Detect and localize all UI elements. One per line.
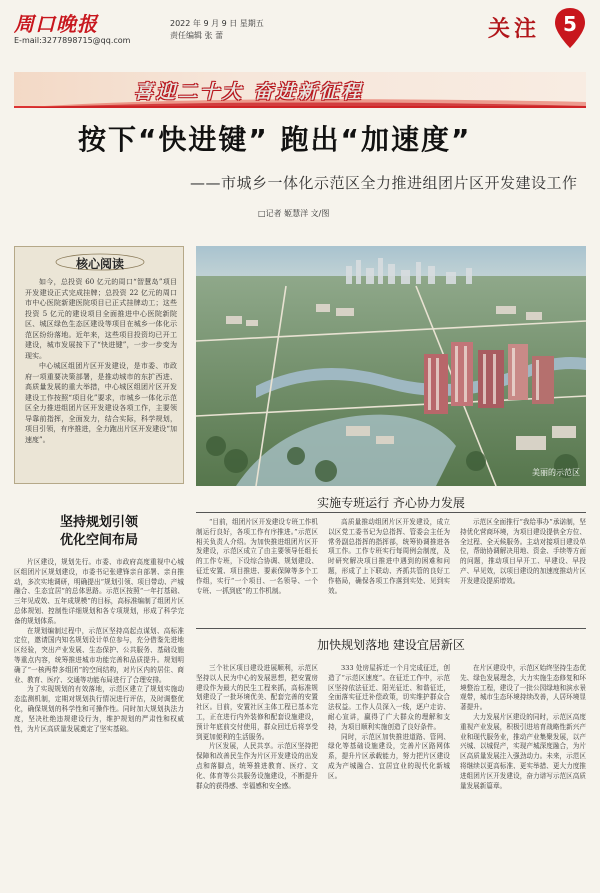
section-heading-1: 实施专班运行 齐心协力发展 xyxy=(317,496,465,510)
section1-column-1 xyxy=(196,518,318,622)
left-title-line-1: 坚持规划引领 xyxy=(59,515,138,530)
body-paragraph: 333 处房屋拆迁一个月完成征迁，创造了“示范区速度”。在征迁工作中，示范区坚持依法征迁、阳光征迁、和谐征迁，全面落实征迁补偿政策，切实维护群众合法权益。工作人员深入一线，逐户走访、耐心宣讲，赢得了广大群众的理解和支持，为项目顺利实施创造了良好条件。 xyxy=(328,664,450,731)
body-paragraph: 示范区全面推行“我给事办”承诺制，坚持优化营商环境，为项目建设提供全方位、全过程、全天候服务。主动对接项目建设单位，帮助协调解决用地、资金、手续等方面的问题，推动项目早开工、早建设、早投产、早见效，以项目建设的加速度推动片区开发建设提质增效。 xyxy=(460,518,586,585)
section1-column-2 xyxy=(328,518,450,622)
aerial-city-photo xyxy=(196,246,586,486)
core-paragraph: 中心城区组团片区开发建设，是市委、市政府一项重要决策部署，是推动城市的东扩西进、高质量发展的重大举措，中心城区组团片区开发建设工作按照“项目化”要求，市城乡一体化示范区全力推进组团片区开发建设各项工作，主要领导靠前指挥，全面发力，结合实际，科学规划，项目引领，有序推进，全力跑出片区开发建设“加速度”。 xyxy=(25,362,177,444)
article-byline: □记者 姬慧洋 文/图 xyxy=(258,209,330,218)
body-paragraph: 在规划编制过程中，示范区坚持高起点谋划、高标准定位，邀请国内知名规划设计单位参与，充分借鉴先进地区经验，突出产业发展、生态保护、公共服务、基础设施等重点内容，统筹推进城市功能完善和品质提升。规划明确了“一核两带多组团”的空间结构，对片区内的居住、商业、教育、医疗、交通等功能布局进行了合理安排。 xyxy=(14,626,184,684)
paper-email: E-mail:3277898715@qq.com xyxy=(14,36,131,45)
section2-column-3 xyxy=(460,664,586,884)
article-headline: 按下“快进键” 跑出“加速度” xyxy=(78,123,472,156)
section-divider xyxy=(196,628,586,629)
left-section-title xyxy=(14,514,184,550)
core-paragraph: 如今，总投资 60 亿元的周口“智慧岛”项目开发建设正式完成挂牌；总投资 22 亿元的周口市中心医院新建医院项目已正式挂牌动工；这些投资 5 亿元的建设项目全面推进中心医院新院区、城区绿色生态区建设等项目在城乡一体化示范区纷纷落地。近年来，这些项目投资均已开工建设，城市发展按下了“快进键”，一步一步变为现实。 xyxy=(25,278,177,360)
core-reading-text xyxy=(25,277,177,445)
body-paragraph: 同时，示范区加快推进道路、管网、绿化等基础设施建设，完善片区路网体系，提升片区承载能力，努力把片区建设成为产城融合、宜居宜业的现代化新城区。 xyxy=(328,732,450,780)
article-subheadline: ——市城乡一体化示范区全力推进组团片区开发建设工作 xyxy=(190,174,578,192)
left-title-line-2: 优化空间布局 xyxy=(59,533,138,548)
body-paragraph: 为了实现规划的有效落地，示范区建立了规划实施动态监测机制，定期对规划执行情况进行评估，及时调整优化，确保规划的科学性和可操作性。同时加大规划执法力度，坚决杜绝违规建设行为，维护规划的严肃性和权威性，为片区高质量发展奠定了坚实基础。 xyxy=(14,685,184,733)
section-name: 关注 xyxy=(487,16,540,42)
core-reading-title: 核心阅读 xyxy=(75,257,124,271)
body-paragraph: 片区建设，规划先行。市委、市政府高度重视中心城区组团片区规划建设，市委书记张建锋亲自部署、亲自推动，多次实地调研，明确提出“规划引领、项目带动、产城融合、生态宜居”的总体思路。示范区按照“一年打基础、三年见成效、五年成规模”的目标，高标准编制了组团片区总体规划、控制性详细规划和各专项规划，形成了科学完备的规划体系。 xyxy=(14,558,184,625)
body-paragraph: 三个社区项目建设进展顺利，示范区坚持以人民为中心的发展思想，把安置房建设作为最大的民生工程来抓，高标准规划建设了一批环境优美、配套完善的安置社区。目前，安置社区主体工程已基本完工，正在进行内外装修和配套设施建设，预计年底前交付使用，群众回迁后将享受到更加便利的生活服务。 xyxy=(196,664,318,741)
body-paragraph: 片区发展，人民共享。示范区坚持把保障和改善民生作为片区开发建设的出发点和落脚点，统筹推进教育、医疗、文化、体育等公共服务设施建设，不断提升群众的获得感、幸福感和安全感。 xyxy=(196,742,318,790)
body-paragraph: 大力发展片区建设的同时，示范区高度重视产业发展，积极引进培育战略性新兴产业和现代服务业，推动产业集聚发展，以产兴城、以城促产，实现产城深度融合，为片区高质量发展注入强劲动力。未来，示范区将继续以更高标准、更实举措、更大力度推进组团片区开发建设，奋力谱写示范区高质量发展新篇章。 xyxy=(460,712,586,790)
section2-column-1 xyxy=(196,664,318,884)
photo-caption: 美丽的示范区 xyxy=(532,468,580,477)
masthead xyxy=(14,8,586,64)
body-paragraph: 在片区建设中，示范区始终坚持生态优先、绿色发展理念，大力实施生态修复和环境整治工程，建设了一批公园绿地和滨水景观带，城市生态环境持续改善，人居环境显著提升。 xyxy=(460,664,586,712)
theme-banner xyxy=(14,72,586,108)
paper-name: 周口晚报 xyxy=(14,12,98,36)
core-reading-box xyxy=(14,246,184,484)
section-divider xyxy=(196,512,586,513)
page-number: 5 xyxy=(563,12,577,36)
section1-column-3 xyxy=(460,518,586,622)
issue-date: 2022 年 9 月 9 日 星期五 xyxy=(170,19,264,28)
body-paragraph: “目前，组团片区开发建设专班工作机制运行良好，各项工作有序推进。”示范区相关负责人介绍。为加快推进组团片区开发建设，示范区成立了由主要领导任组长的工作专班，下设综合协调、规划建设、征迁安置、项目推进、要素保障等多个工作组，实行“一个项目、一名领导、一个专班、一抓到底”的工作机制。 xyxy=(196,518,318,595)
left-column-body xyxy=(14,558,184,884)
banner-text: 喜迎二十大 奋进新征程 xyxy=(134,81,364,103)
responsible-editor: 责任编辑 张 蕾 xyxy=(170,31,224,40)
body-paragraph: 高质量推动组团片区开发建设，成立以区党工委书记为总指挥、管委会主任为常务副总指挥的指挥部，统筹协调推进各项工作。工作专班实行每周例会制度，及时研究解决项目推进中遇到的困难和问题，形成了上下联动、齐抓共管的良好工作格局，确保各项工作落到实处、见到实效。 xyxy=(328,518,450,595)
aerial-city-image xyxy=(196,246,586,486)
section-heading-2: 加快规划落地 建设宜居新区 xyxy=(317,638,465,652)
section2-column-2 xyxy=(328,664,450,884)
